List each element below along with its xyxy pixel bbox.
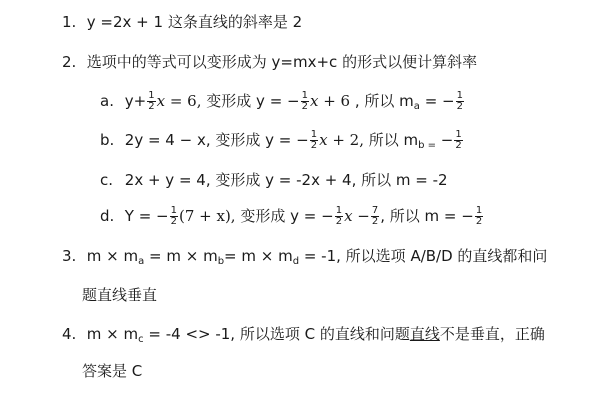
option-d-fraction-2 [335,206,343,227]
option-a [100,91,465,117]
option-d-fraction-4 [475,206,483,227]
option-a-subscript: a [413,101,420,112]
option-d-rhs-x: x [344,207,353,225]
option-d-fraction-1-num: 1 [170,205,177,216]
item-4-tail-b: 不是垂直，正确 [439,325,545,343]
option-a-lhs-y: y+ [124,92,147,110]
option-b-fraction-1-num: 1 [310,129,318,140]
option-b-mid: 变形成 y = − [210,131,309,149]
option-a-fraction-2-num: 1 [301,90,308,101]
option-b-fraction-2 [454,130,462,151]
option-d-fraction-2-num: 1 [335,205,343,216]
option-b-fraction-1-den: 2 [310,140,318,151]
option-a-fraction-1 [147,91,155,112]
option-d-sep: , 所以 m = − [380,207,474,225]
option-b-fraction-1 [310,130,318,151]
item-4-sub-1: c [138,334,144,345]
option-a-fraction-2-den: 2 [301,101,308,112]
option-d-fraction-3 [371,206,379,227]
item-4-number: 4. [62,325,77,343]
item-3 [62,246,547,272]
item-4-continuation [82,361,142,381]
option-a-sep: , 所以 m [350,92,414,110]
item-3-continuation [82,285,157,305]
option-a-fraction-3-den: 2 [456,101,463,112]
option-d-label: d. [100,207,115,225]
item-1 [62,12,302,32]
option-a-result: = − [419,92,455,110]
item-4-tail-underlined: 直线 [409,325,440,343]
option-a-rhs-x: x [309,92,319,110]
option-d-fraction-3-den: 2 [371,216,379,227]
option-b-rhs-x: x [319,131,328,149]
item-4-cont-text: 答案是 C [82,362,143,380]
item-3-m1: m × m [86,247,139,265]
option-d-fraction-1 [170,206,178,227]
option-d-fraction-4-den: 2 [475,216,483,227]
option-d-paren: (7 + x), [179,207,236,225]
option-a-lhs-eq: = 6, [165,92,202,110]
item-3-sub-1: a [138,256,145,267]
option-b-sep: 所以 m [363,131,419,149]
item-3-sub-3: d [292,256,300,267]
option-c-label: c. [100,171,114,189]
option-d-fraction-2-den: 2 [335,216,343,227]
option-d [100,206,484,227]
option-d-rhs-minus: − [352,207,370,225]
option-b-fraction-2-num: 1 [455,129,462,140]
option-d-mid: 变形成 y = − [235,207,334,225]
item-3-m2: = m × m [144,247,218,265]
item-3-sub-2: b [217,256,225,267]
item-2 [62,52,477,72]
option-a-label: a. [100,92,114,110]
option-d-lhs: Y = − [124,207,169,225]
item-3-number: 3. [62,247,77,265]
option-b-lhs: 2y = 4 − x, [124,131,211,149]
option-b-fraction-2-den: 2 [455,140,462,151]
option-c [100,170,448,190]
option-d-fraction-1-den: 2 [170,216,177,227]
option-d-fraction-3-num: 7 [371,205,379,216]
option-b-result: − [436,131,454,149]
option-b [100,130,464,156]
item-3-m3: = m × m [224,247,293,265]
option-a-fraction-2 [301,91,309,112]
option-a-fraction-3 [456,91,464,112]
item-1-text: y =2x + 1 这条直线的斜率是 2 [86,13,303,31]
item-4-m1: m × m [86,325,139,343]
option-d-fraction-4-num: 1 [475,205,483,216]
item-2-text: 选项中的等式可以变形成为 y=mx+c 的形式以便计算斜率 [86,53,478,71]
option-a-rhs-tail: + 6 [318,92,351,110]
item-4 [62,324,545,350]
item-2-number: 2. [62,53,77,71]
item-3-cont-text: 题直线垂直 [82,286,158,304]
item-4-tail-a: = -4 <> -1, 所以选项 C 的直线和问题 [143,325,410,343]
option-b-subscript: b = [418,140,437,151]
option-a-lhs-x: x [156,92,166,110]
option-b-label: b. [100,131,115,149]
option-a-fraction-1-den: 2 [148,101,155,112]
option-c-text: 2x + y = 4, 变形成 y = -2x + 4, 所以 m = -2 [124,171,448,189]
option-a-fraction-3-num: 1 [456,90,463,101]
item-3-tail: = -1, 所以选项 A/B/D 的直线都和问 [299,247,548,265]
option-b-rhs-tail: + 2, [327,131,364,149]
option-a-fraction-1-num: 1 [148,90,155,101]
item-1-number: 1. [62,13,77,31]
option-a-mid: 变形成 y = − [206,92,300,110]
